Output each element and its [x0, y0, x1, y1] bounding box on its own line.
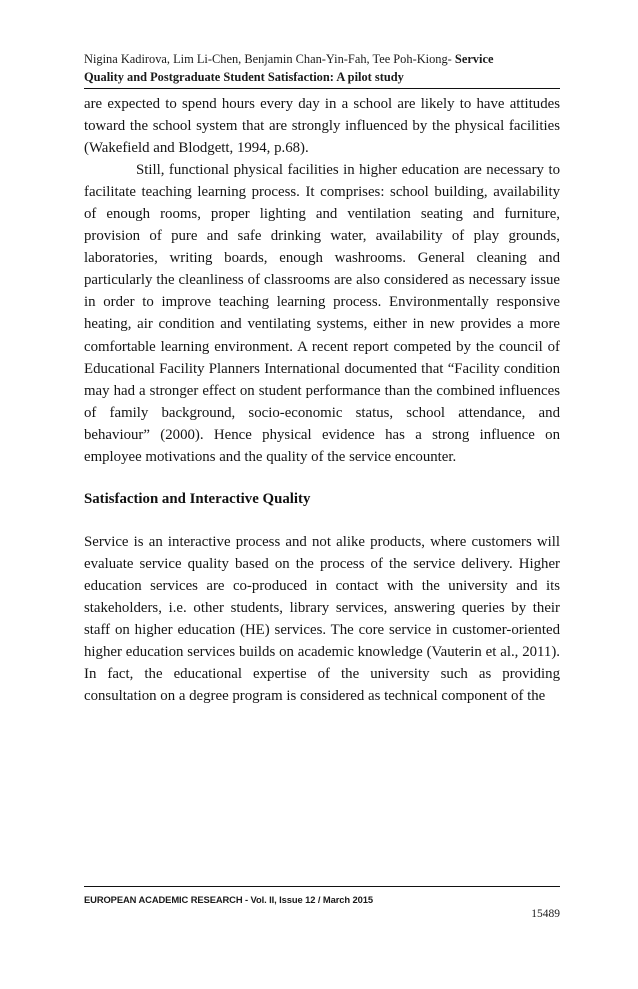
section-heading: Satisfaction and Interactive Quality [84, 490, 311, 507]
running-header [84, 50, 560, 86]
footer-divider [84, 886, 560, 887]
paragraph: are expected to spend hours every day in a school are likely to have attitudes toward the school system that are strongly influenced by the physical facilities (Wakefield and Blodgett, 1994, p.68). [84, 96, 560, 157]
header-title-rest: Quality and Postgraduate Student Satisfaction: A pilot study [84, 70, 404, 84]
header-divider [84, 88, 560, 89]
header-authors: Nigina Kadirova, Lim Li-Chen, Benjamin Chan-Yin-Fah, Tee Poh-Kiong- [84, 52, 452, 66]
paragraph: Still, functional physical facilities in higher education are necessary to facilitate teaching learning process. It comprises: school building, availability of enough rooms, proper lighting and ventilation seating and furniture, provision of pure and safe drinking water, availability of play grounds, laboratories, writing boards, enough washrooms. General cleaning and particularly the cleanliness of classrooms are also considered as necessary issue in order to improve teaching learning process. Environmentally responsive heating, air condition and ventilating systems, either in new provides a more comfortable learning environment. A recent report competed by the council of Educational Facility Planners International documented that “Facility condition may had a stronger effect on student performance than the combined influences of family background, socio-economic status, school attendance, and behaviour” (2000). Hence physical evidence has a strong influence on employee motivations and the quality of the service encounter. [84, 162, 560, 465]
body-text [84, 93, 560, 707]
footer-journal-info: EUROPEAN ACADEMIC RESEARCH - Vol. II, Issue 12 / March 2015 [84, 894, 373, 905]
header-title-start: Service [454, 52, 494, 66]
paragraph: Service is an interactive process and not alike products, where customers will evaluate service quality based on the process of the service delivery. Higher education services are co-produced in contact with the university and its stakeholders, i.e. other students, library services, answering queries by their staff on higher education (HE) services. The core service in customer-oriented higher education services builds on academic knowledge (Vauterin et al., 2011). In fact, the educational expertise of the university such as providing consultation on a degree program is considered as technical component of the [84, 533, 560, 705]
page-number: 15489 [531, 908, 560, 920]
